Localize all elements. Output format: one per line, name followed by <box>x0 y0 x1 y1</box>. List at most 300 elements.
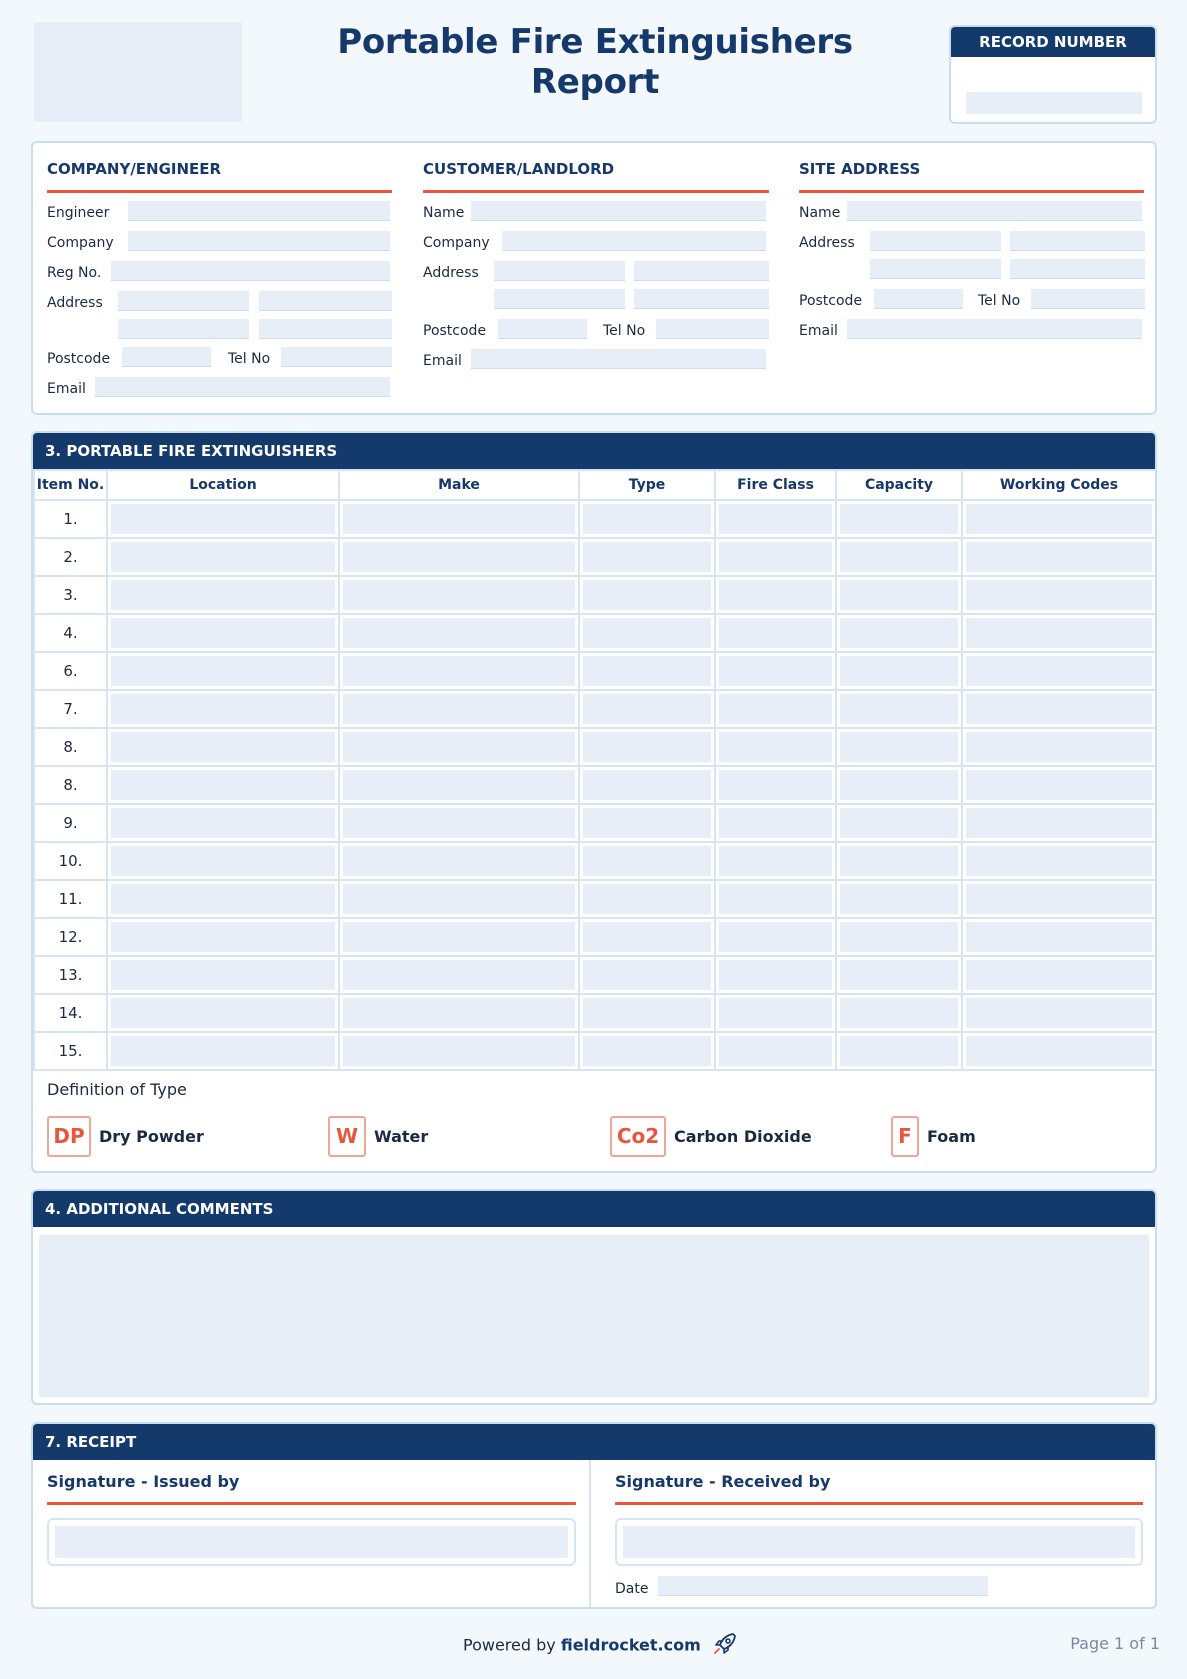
location-field[interactable] <box>111 732 335 762</box>
fire-class-field-cell <box>715 576 836 614</box>
capacity-field[interactable] <box>840 846 958 876</box>
working-codes-field[interactable] <box>966 770 1152 800</box>
brand-name[interactable]: fieldrocket.com <box>560 1635 701 1655</box>
make-field-cell <box>339 766 579 804</box>
site-address-label: Address <box>799 235 855 251</box>
fire-class-field-cell <box>715 880 836 918</box>
site-address-field-3[interactable] <box>870 259 1001 279</box>
table-row <box>34 804 1156 842</box>
record-number-label: RECORD NUMBER <box>951 27 1155 57</box>
fire-class-field[interactable] <box>719 732 832 762</box>
make-field[interactable] <box>343 846 575 876</box>
make-field-cell <box>339 1032 579 1070</box>
table-row <box>34 1032 1156 1070</box>
working-codes-field[interactable] <box>966 732 1152 762</box>
working-codes-field-cell <box>962 728 1156 766</box>
customer-name-label: Name <box>423 205 465 221</box>
receipt-panel <box>31 1422 1157 1609</box>
customer-name-field[interactable] <box>471 201 766 221</box>
comments-title: 4. ADDITIONAL COMMENTS <box>33 1191 1155 1227</box>
working-codes-field[interactable] <box>966 1036 1152 1066</box>
make-field[interactable] <box>343 808 575 838</box>
fire-class-field[interactable] <box>719 504 832 534</box>
site-address-field-2[interactable] <box>1010 231 1145 251</box>
fire-class-field-cell <box>715 690 836 728</box>
address-field-1[interactable] <box>118 291 249 311</box>
capacity-field-cell <box>836 500 962 538</box>
type-field-cell <box>579 766 715 804</box>
capacity-field-cell <box>836 766 962 804</box>
location-field[interactable] <box>111 1036 335 1066</box>
carbon-dioxide-label: Carbon Dioxide <box>674 1127 812 1146</box>
type-field[interactable] <box>583 542 711 572</box>
capacity-field[interactable] <box>840 504 958 534</box>
company-engineer-title: COMPANY/ENGINEER <box>47 160 222 178</box>
location-field-cell <box>107 538 339 576</box>
type-field[interactable] <box>583 998 711 1028</box>
fire-class-field-cell <box>715 538 836 576</box>
working-codes-field[interactable] <box>966 542 1152 572</box>
table-row <box>34 766 1156 804</box>
type-field[interactable] <box>583 960 711 990</box>
table-row <box>34 690 1156 728</box>
working-codes-field[interactable] <box>966 504 1152 534</box>
capacity-field-cell <box>836 690 962 728</box>
capacity-field-cell <box>836 538 962 576</box>
fire-class-field-cell <box>715 804 836 842</box>
capacity-field[interactable] <box>840 770 958 800</box>
fire-class-field[interactable] <box>719 770 832 800</box>
capacity-field-cell <box>836 576 962 614</box>
type-field-cell <box>579 842 715 880</box>
make-field[interactable] <box>343 580 575 610</box>
make-field[interactable] <box>343 960 575 990</box>
issued-by-signature-field[interactable] <box>55 1526 568 1558</box>
working-codes-field-cell <box>962 956 1156 994</box>
issued-by-signature-box[interactable] <box>47 1518 576 1566</box>
type-field[interactable] <box>583 770 711 800</box>
fire-class-field[interactable] <box>719 960 832 990</box>
location-field-cell <box>107 1032 339 1070</box>
customer-tel-no-field[interactable] <box>656 319 769 339</box>
column-header-working-codes: Working Codes <box>962 470 1156 500</box>
fire-class-field-cell <box>715 956 836 994</box>
customer-landlord-title: CUSTOMER/LANDLORD <box>423 160 615 178</box>
working-codes-field-cell <box>962 1032 1156 1070</box>
foam-badge: F <box>891 1116 919 1157</box>
location-field-cell <box>107 956 339 994</box>
table-row <box>34 956 1156 994</box>
fire-class-field[interactable] <box>719 656 832 686</box>
working-codes-field[interactable] <box>966 580 1152 610</box>
customer-tel-no-label: Tel No <box>603 323 646 339</box>
table-row <box>34 880 1156 918</box>
working-codes-field[interactable] <box>966 998 1152 1028</box>
working-codes-field[interactable] <box>966 922 1152 952</box>
make-field-cell <box>339 804 579 842</box>
item-number: 9. <box>34 804 107 842</box>
capacity-field[interactable] <box>840 884 958 914</box>
site-postcode-field[interactable] <box>874 289 963 309</box>
capacity-field[interactable] <box>840 808 958 838</box>
type-field[interactable] <box>583 694 711 724</box>
table-row <box>34 652 1156 690</box>
type-field-cell <box>579 690 715 728</box>
type-field[interactable] <box>583 808 711 838</box>
capacity-field[interactable] <box>840 618 958 648</box>
capacity-field[interactable] <box>840 542 958 572</box>
item-number: 15. <box>34 1032 107 1070</box>
parties-panel <box>31 141 1157 415</box>
definition-carbon-dioxide <box>610 1116 812 1157</box>
capacity-field-cell <box>836 918 962 956</box>
fire-class-field-cell <box>715 500 836 538</box>
record-number-box <box>949 25 1157 124</box>
water-badge: W <box>328 1116 366 1157</box>
fire-class-field-cell <box>715 766 836 804</box>
make-field[interactable] <box>343 770 575 800</box>
fire-class-field[interactable] <box>719 998 832 1028</box>
item-number: 8. <box>34 728 107 766</box>
item-number: 10. <box>34 842 107 880</box>
working-codes-field[interactable] <box>966 960 1152 990</box>
fire-class-field-cell <box>715 728 836 766</box>
item-number: 1. <box>34 500 107 538</box>
working-codes-field[interactable] <box>966 656 1152 686</box>
site-tel-no-field[interactable] <box>1031 289 1145 309</box>
type-field-cell <box>579 538 715 576</box>
location-field[interactable] <box>111 504 335 534</box>
location-field[interactable] <box>111 580 335 610</box>
date-field[interactable] <box>658 1576 988 1596</box>
capacity-field[interactable] <box>840 694 958 724</box>
working-codes-field-cell <box>962 614 1156 652</box>
capacity-field-cell <box>836 994 962 1032</box>
working-codes-field-cell <box>962 880 1156 918</box>
date-label: Date <box>615 1581 649 1597</box>
make-field[interactable] <box>343 1036 575 1066</box>
fire-class-field[interactable] <box>719 694 832 724</box>
type-field[interactable] <box>583 922 711 952</box>
item-number: 2. <box>34 538 107 576</box>
receipt-divider <box>589 1460 591 1609</box>
company-engineer-rule <box>47 190 392 193</box>
make-field-cell <box>339 500 579 538</box>
location-field-cell <box>107 576 339 614</box>
type-field-cell <box>579 576 715 614</box>
fire-class-field-cell <box>715 994 836 1032</box>
column-header-make: Make <box>339 470 579 500</box>
capacity-field-cell <box>836 880 962 918</box>
fire-class-field-cell <box>715 918 836 956</box>
site-address-title: SITE ADDRESS <box>799 160 921 178</box>
working-codes-field[interactable] <box>966 884 1152 914</box>
working-codes-field[interactable] <box>966 618 1152 648</box>
location-field[interactable] <box>111 808 335 838</box>
site-address-field-4[interactable] <box>1010 259 1145 279</box>
comments-panel <box>31 1189 1157 1405</box>
postcode-label: Postcode <box>47 351 111 367</box>
location-field[interactable] <box>111 884 335 914</box>
working-codes-field-cell <box>962 652 1156 690</box>
received-by-signature-field[interactable] <box>623 1526 1135 1558</box>
table-row <box>34 994 1156 1032</box>
definition-foam <box>891 1116 976 1157</box>
location-field-cell <box>107 690 339 728</box>
customer-company-label: Company <box>423 235 490 251</box>
column-header-location: Location <box>107 470 339 500</box>
capacity-field[interactable] <box>840 998 958 1028</box>
issued-by-title: Signature - Issued by <box>47 1472 240 1491</box>
powered-by-prefix: Powered by <box>463 1635 556 1655</box>
customer-landlord-rule <box>423 190 769 193</box>
capacity-field-cell <box>836 728 962 766</box>
customer-address-field-3[interactable] <box>494 289 625 309</box>
record-number-field[interactable] <box>966 92 1142 114</box>
column-header-type: Type <box>579 470 715 500</box>
received-by-rule <box>615 1502 1143 1505</box>
capacity-field[interactable] <box>840 922 958 952</box>
site-email-field[interactable] <box>847 319 1142 339</box>
location-field-cell <box>107 918 339 956</box>
make-field[interactable] <box>343 694 575 724</box>
capacity-field[interactable] <box>840 1036 958 1066</box>
postcode-field[interactable] <box>122 347 211 367</box>
location-field[interactable] <box>111 770 335 800</box>
address-field-3[interactable] <box>118 319 249 339</box>
fire-class-field[interactable] <box>719 884 832 914</box>
extinguishers-table <box>33 469 1157 1071</box>
capacity-field-cell <box>836 842 962 880</box>
working-codes-field[interactable] <box>966 846 1152 876</box>
location-field[interactable] <box>111 618 335 648</box>
customer-address-field-1[interactable] <box>494 261 625 281</box>
capacity-field[interactable] <box>840 656 958 686</box>
fire-class-field[interactable] <box>719 808 832 838</box>
extinguishers-title: 3. PORTABLE FIRE EXTINGUISHERS <box>33 433 1155 469</box>
capacity-field-cell <box>836 614 962 652</box>
working-codes-field-cell <box>962 842 1156 880</box>
engineer-field[interactable] <box>128 201 390 221</box>
capacity-field-cell <box>836 956 962 994</box>
capacity-field[interactable] <box>840 732 958 762</box>
location-field[interactable] <box>111 656 335 686</box>
address-field-4[interactable] <box>259 319 392 339</box>
engineer-label: Engineer <box>47 205 110 221</box>
location-field[interactable] <box>111 998 335 1028</box>
item-number: 3. <box>34 576 107 614</box>
working-codes-field-cell <box>962 918 1156 956</box>
receipt-title: 7. RECEIPT <box>33 1424 1155 1460</box>
make-field[interactable] <box>343 542 575 572</box>
powered-by <box>463 1632 738 1660</box>
type-field[interactable] <box>583 884 711 914</box>
table-row <box>34 614 1156 652</box>
type-field-cell <box>579 918 715 956</box>
fire-class-field[interactable] <box>719 846 832 876</box>
logo-placeholder <box>34 22 242 122</box>
issued-by-rule <box>47 1502 576 1505</box>
working-codes-field-cell <box>962 690 1156 728</box>
make-field-cell <box>339 918 579 956</box>
customer-email-field[interactable] <box>471 349 766 369</box>
working-codes-field-cell <box>962 500 1156 538</box>
type-field[interactable] <box>583 846 711 876</box>
make-field-cell <box>339 538 579 576</box>
make-field-cell <box>339 690 579 728</box>
make-field[interactable] <box>343 618 575 648</box>
location-field-cell <box>107 500 339 538</box>
location-field[interactable] <box>111 922 335 952</box>
column-header-fire-class: Fire Class <box>715 470 836 500</box>
site-name-label: Name <box>799 205 841 221</box>
column-header-item-no: Item No. <box>34 470 107 500</box>
reg-no-field[interactable] <box>111 261 390 281</box>
location-field[interactable] <box>111 960 335 990</box>
type-field-cell <box>579 994 715 1032</box>
address-label: Address <box>47 295 103 311</box>
fire-class-field[interactable] <box>719 922 832 952</box>
customer-postcode-label: Postcode <box>423 323 487 339</box>
fire-class-field[interactable] <box>719 1036 832 1066</box>
column-header-capacity: Capacity <box>836 470 962 500</box>
customer-address-field-2[interactable] <box>634 261 769 281</box>
type-field-cell <box>579 500 715 538</box>
location-field-cell <box>107 880 339 918</box>
type-field[interactable] <box>583 732 711 762</box>
site-email-label: Email <box>799 323 838 339</box>
email-field[interactable] <box>95 377 390 397</box>
water-label: Water <box>374 1127 429 1146</box>
type-field-cell <box>579 956 715 994</box>
capacity-field[interactable] <box>840 960 958 990</box>
received-by-signature-box[interactable] <box>615 1518 1143 1566</box>
reg-no-label: Reg No. <box>47 265 102 281</box>
fire-class-field[interactable] <box>719 618 832 648</box>
definition-water <box>328 1116 428 1157</box>
site-tel-no-label: Tel No <box>978 293 1021 309</box>
type-field[interactable] <box>583 1036 711 1066</box>
carbon-dioxide-badge: Co2 <box>610 1116 666 1157</box>
dry-powder-badge: DP <box>47 1116 91 1157</box>
make-field[interactable] <box>343 922 575 952</box>
item-number: 11. <box>34 880 107 918</box>
location-field-cell <box>107 994 339 1032</box>
received-by-title: Signature - Received by <box>615 1472 831 1491</box>
capacity-field-cell <box>836 804 962 842</box>
fire-class-field[interactable] <box>719 542 832 572</box>
fire-class-field[interactable] <box>719 580 832 610</box>
type-field-cell <box>579 652 715 690</box>
item-number: 14. <box>34 994 107 1032</box>
table-row <box>34 538 1156 576</box>
type-field[interactable] <box>583 618 711 648</box>
customer-postcode-field[interactable] <box>498 319 587 339</box>
location-field[interactable] <box>111 846 335 876</box>
make-field-cell <box>339 576 579 614</box>
foam-label: Foam <box>927 1127 976 1146</box>
capacity-field-cell <box>836 1032 962 1070</box>
item-number: 7. <box>34 690 107 728</box>
rocket-icon <box>712 1632 738 1660</box>
table-row <box>34 576 1156 614</box>
type-field-cell <box>579 880 715 918</box>
location-field-cell <box>107 842 339 880</box>
table-row <box>34 842 1156 880</box>
tel-no-field[interactable] <box>281 347 392 367</box>
table-header-row <box>34 470 1156 500</box>
customer-email-label: Email <box>423 353 462 369</box>
working-codes-field-cell <box>962 766 1156 804</box>
email-label: Email <box>47 381 86 397</box>
type-field-cell <box>579 1032 715 1070</box>
make-field-cell <box>339 880 579 918</box>
page-number: Page 1 of 1 <box>1070 1634 1160 1653</box>
make-field[interactable] <box>343 732 575 762</box>
customer-company-field[interactable] <box>502 231 766 251</box>
tel-no-label: Tel No <box>228 351 271 367</box>
working-codes-field-cell <box>962 538 1156 576</box>
location-field-cell <box>107 766 339 804</box>
make-field-cell <box>339 728 579 766</box>
location-field[interactable] <box>111 694 335 724</box>
extinguishers-panel <box>31 431 1157 1173</box>
dry-powder-label: Dry Powder <box>99 1127 204 1146</box>
item-number: 4. <box>34 614 107 652</box>
capacity-field[interactable] <box>840 580 958 610</box>
site-postcode-label: Postcode <box>799 293 863 309</box>
location-field[interactable] <box>111 542 335 572</box>
make-field-cell <box>339 652 579 690</box>
location-field-cell <box>107 614 339 652</box>
working-codes-field[interactable] <box>966 694 1152 724</box>
make-field[interactable] <box>343 504 575 534</box>
make-field-cell <box>339 994 579 1032</box>
location-field-cell <box>107 728 339 766</box>
site-name-field[interactable] <box>847 201 1142 221</box>
make-field[interactable] <box>343 884 575 914</box>
capacity-field-cell <box>836 652 962 690</box>
type-field-cell <box>579 614 715 652</box>
working-codes-field-cell <box>962 576 1156 614</box>
item-number: 6. <box>34 652 107 690</box>
type-field-cell <box>579 728 715 766</box>
site-address-field-1[interactable] <box>870 231 1001 251</box>
company-field[interactable] <box>128 231 390 251</box>
item-number: 12. <box>34 918 107 956</box>
type-field[interactable] <box>583 504 711 534</box>
make-field[interactable] <box>343 656 575 686</box>
type-field-cell <box>579 804 715 842</box>
location-field-cell <box>107 804 339 842</box>
customer-address-label: Address <box>423 265 479 281</box>
fire-class-field-cell <box>715 1032 836 1070</box>
address-field-2[interactable] <box>259 291 392 311</box>
item-number: 13. <box>34 956 107 994</box>
customer-address-field-4[interactable] <box>634 289 769 309</box>
comments-field[interactable] <box>39 1235 1149 1397</box>
fire-class-field-cell <box>715 652 836 690</box>
make-field[interactable] <box>343 998 575 1028</box>
location-field-cell <box>107 652 339 690</box>
type-field[interactable] <box>583 580 711 610</box>
working-codes-field[interactable] <box>966 808 1152 838</box>
table-row <box>34 918 1156 956</box>
working-codes-field-cell <box>962 804 1156 842</box>
type-field[interactable] <box>583 656 711 686</box>
table-row <box>34 728 1156 766</box>
table-row <box>34 500 1156 538</box>
